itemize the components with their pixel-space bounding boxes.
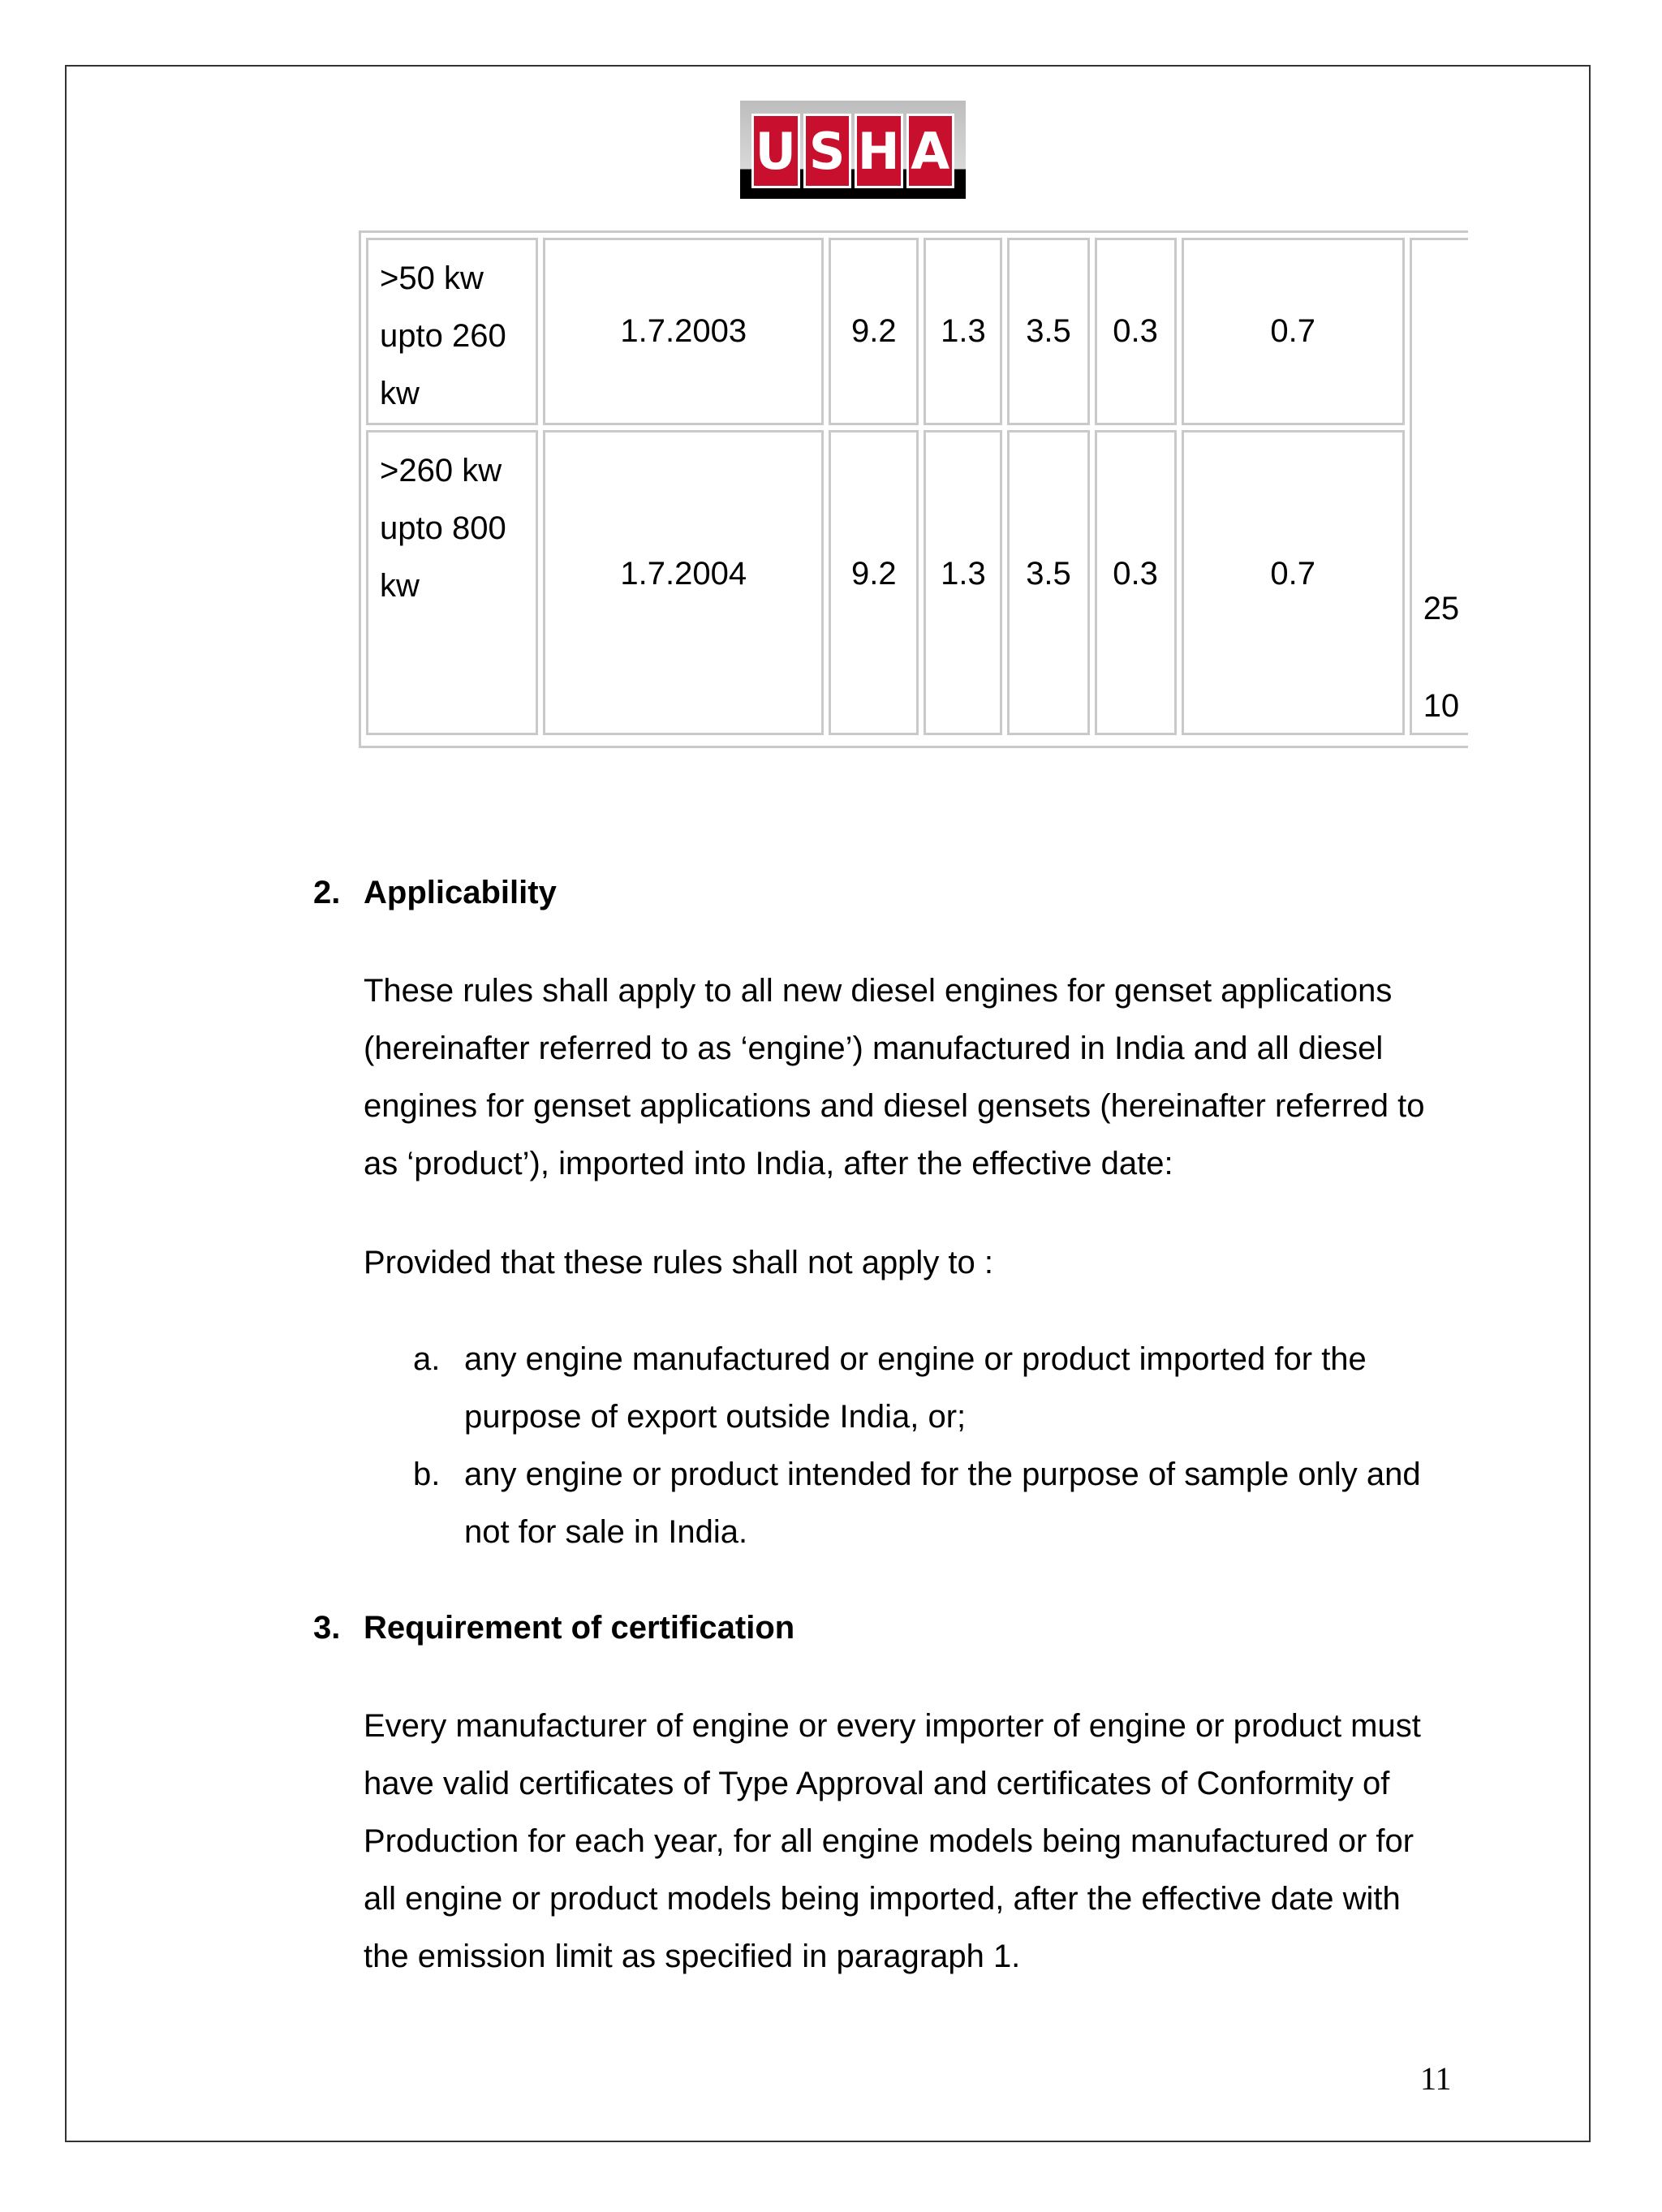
category-line: kw xyxy=(380,568,420,604)
section-2-paragraph xyxy=(364,962,1424,1193)
logo-letter: S xyxy=(803,114,852,188)
table-row xyxy=(366,430,1468,735)
logo-letter: H xyxy=(855,114,903,188)
value-cell: 1.3 xyxy=(924,430,1002,735)
category-line: kw xyxy=(380,376,420,411)
usha-logo xyxy=(740,101,966,199)
extra-value: 10 xyxy=(1423,687,1460,724)
list-text xyxy=(464,1446,1421,1561)
date-cell: 1.7.2003 xyxy=(543,238,824,425)
value-cell: 3.5 xyxy=(1007,430,1089,735)
value-cell: 1.3 xyxy=(924,238,1002,425)
section-number: 2. xyxy=(313,875,341,910)
paragraph-line: Production for each year, for all engine models being manufactured or for xyxy=(364,1823,1414,1859)
paragraph-line: as ‘product’), imported into India, after the effective date: xyxy=(364,1146,1173,1181)
value-cell: 0.7 xyxy=(1182,430,1405,735)
emission-table xyxy=(361,233,1468,740)
emission-table-container xyxy=(359,230,1468,748)
category-line: >260 kw xyxy=(380,453,502,488)
table-row xyxy=(366,238,1468,425)
list-marker: a. xyxy=(413,1341,441,1377)
value-cell: 0.7 xyxy=(1182,238,1405,425)
section-title: Applicability xyxy=(364,875,557,910)
section-3-paragraph xyxy=(364,1698,1421,1986)
section-title: Requirement of certification xyxy=(364,1610,795,1646)
extra-value: 25 xyxy=(1423,590,1460,626)
list-text xyxy=(464,1331,1367,1446)
page-number: 11 xyxy=(1420,2060,1452,2097)
value-cell: 3.5 xyxy=(1007,238,1089,425)
value-cell: 0.3 xyxy=(1095,430,1177,735)
list-line: not for sale in India. xyxy=(464,1514,748,1550)
logo-letter: U xyxy=(751,114,800,188)
category-line: upto 260 xyxy=(380,318,506,354)
proviso-paragraph: Provided that these rules shall not apply to : xyxy=(364,1245,994,1280)
extra-cell xyxy=(1410,238,1468,735)
paragraph-line: Every manufacturer of engine or every importer of engine or product must xyxy=(364,1708,1421,1744)
paragraph-line: engines for genset applications and diesel gensets (hereinafter referred to xyxy=(364,1088,1425,1124)
value-cell: 9.2 xyxy=(829,238,919,425)
section-number: 3. xyxy=(313,1610,341,1646)
list-line: any engine manufactured or engine or product imported for the xyxy=(464,1341,1367,1377)
list-line: purpose of export outside India, or; xyxy=(464,1399,967,1435)
paragraph-line: all engine or product models being imported, after the effective date with xyxy=(364,1881,1401,1917)
value-cell: 0.3 xyxy=(1095,238,1177,425)
category-cell xyxy=(366,430,538,735)
category-cell xyxy=(366,238,538,425)
list-line: any engine or product intended for the purpose of sample only and xyxy=(464,1457,1421,1492)
category-line: >50 kw xyxy=(380,260,484,296)
paragraph-line: These rules shall apply to all new diesel engines for genset applications xyxy=(364,973,1393,1009)
paragraph-line: the emission limit as specified in paragraph 1. xyxy=(364,1939,1021,1974)
list-marker: b. xyxy=(413,1457,441,1492)
logo-letter: A xyxy=(906,114,955,188)
paragraph-line: (hereinafter referred to as ‘engine’) manufactured in India and all diesel xyxy=(364,1031,1384,1066)
value-cell: 9.2 xyxy=(829,430,919,735)
paragraph-line: have valid certificates of Type Approval and certificates of Conformity of xyxy=(364,1766,1390,1801)
category-line: upto 800 xyxy=(380,510,506,546)
date-cell: 1.7.2004 xyxy=(543,430,824,735)
